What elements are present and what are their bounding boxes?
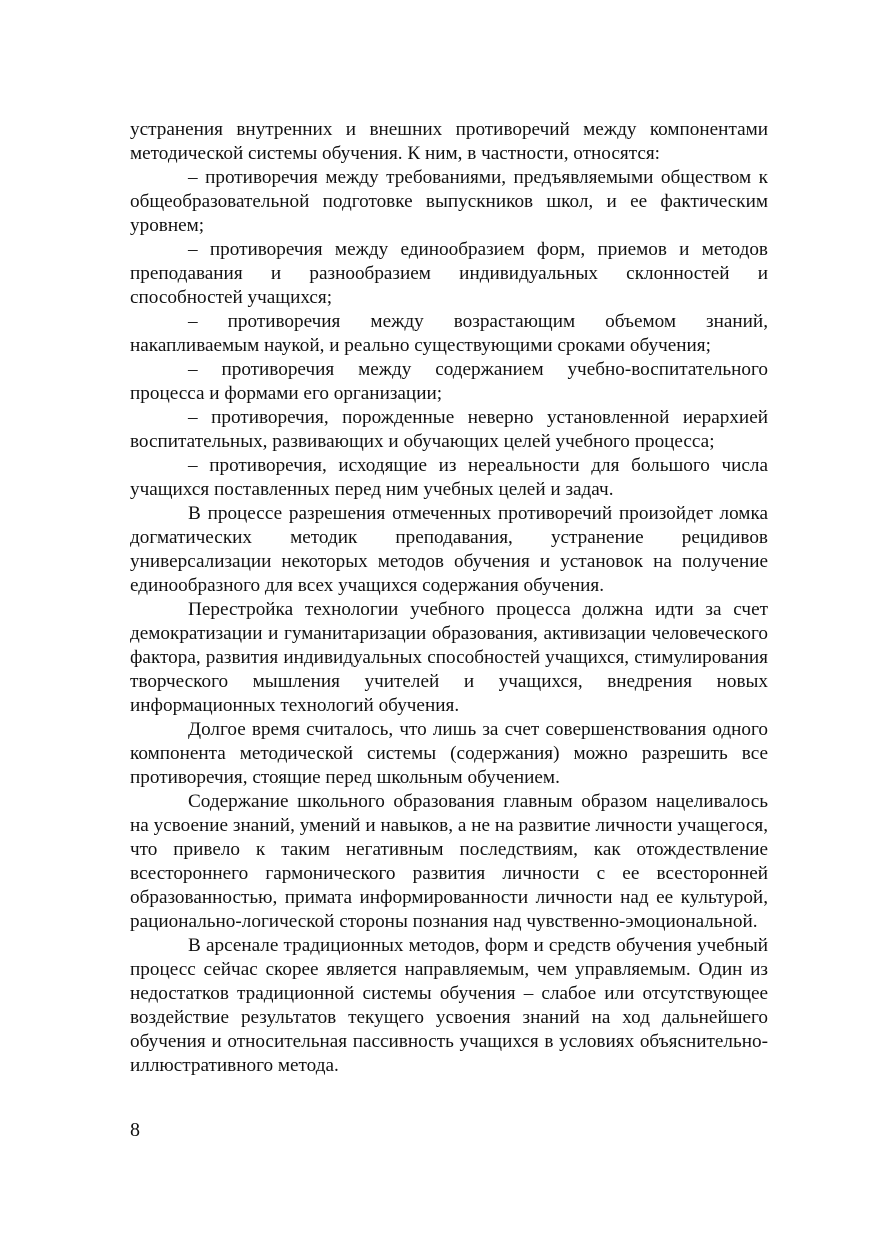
paragraph-resolution: В процессе разрешения отмеченных противоречий произойдет ломка догматических методик преподавания, устранение рецидивов универсализации некоторых методов обучения и установок на получение единообразного для всех учащихся содержания обучения. bbox=[130, 503, 768, 596]
paragraph-continuation: устранения внутренних и внешних противоречий между компонентами методической системы обучения. К ним, в частности, относятся: bbox=[130, 119, 768, 164]
list-item-contradiction-4: – противоречия между содержанием учебно-воспитательного процесса и формами его организации; bbox=[130, 359, 768, 404]
page-number: 8 bbox=[130, 1119, 140, 1141]
paragraph-restructuring: Перестройка технологии учебного процесса должна идти за счет демократизации и гуманитаризации образования, активизации человеческого фактора, развития индивидуальных способностей учащихся, стимулирования творческого мышления учителей и учащихся, внедрения новых информационных технологий обучения. bbox=[130, 599, 768, 716]
list-item-contradiction-2: – противоречия между единообразием форм, приемов и методов преподавания и разнообразием индивидуальных склонностей и способностей учащихся; bbox=[130, 239, 768, 308]
page-body bbox=[130, 118, 768, 1078]
list-item-contradiction-6: – противоречия, исходящие из нереальности для большого числа учащихся поставленных перед ним учебных целей и задач. bbox=[130, 455, 768, 500]
paragraph-content-improvement: Долгое время считалось, что лишь за счет совершенствования одного компонента методической системы (содержания) можно разрешить все противоречия, стоящие перед школьным обучением. bbox=[130, 719, 768, 788]
paragraph-traditional-methods: В арсенале традиционных методов, форм и средств обучения учебный процесс сейчас скорее является направляемым, чем управляемым. Один из недостатков традиционной системы обучения – слабое или отсутствующее воздействие результатов текущего усвоения знаний на ход дальнейшего обучения и относительная пассивность учащихся в условиях объяснительно-иллюстративного метода. bbox=[130, 935, 768, 1076]
list-item-contradiction-5: – противоречия, порожденные неверно установленной иерархией воспитательных, развивающих и обучающих целей учебного процесса; bbox=[130, 407, 768, 452]
paragraph-school-content: Содержание школьного образования главным образом нацеливалось на усвоение знаний, умений и навыков, а не на развитие личности учащегося, что привело к таким негативным последствиям, как отождествление всестороннего гармонического развития личности с ее всесторонней образованностью, примата информированности личности над ее культурой, рационально-логической стороны познания над чувственно-эмоциональной. bbox=[130, 791, 768, 932]
list-item-contradiction-3: – противоречия между возрастающим объемом знаний, накапливаемым наукой, и реально существующими сроками обучения; bbox=[130, 311, 768, 356]
list-item-contradiction-1: – противоречия между требованиями, предъявляемыми обществом к общеобразовательной подготовке выпускников школ, и ее фактическим уровнем; bbox=[130, 167, 768, 236]
